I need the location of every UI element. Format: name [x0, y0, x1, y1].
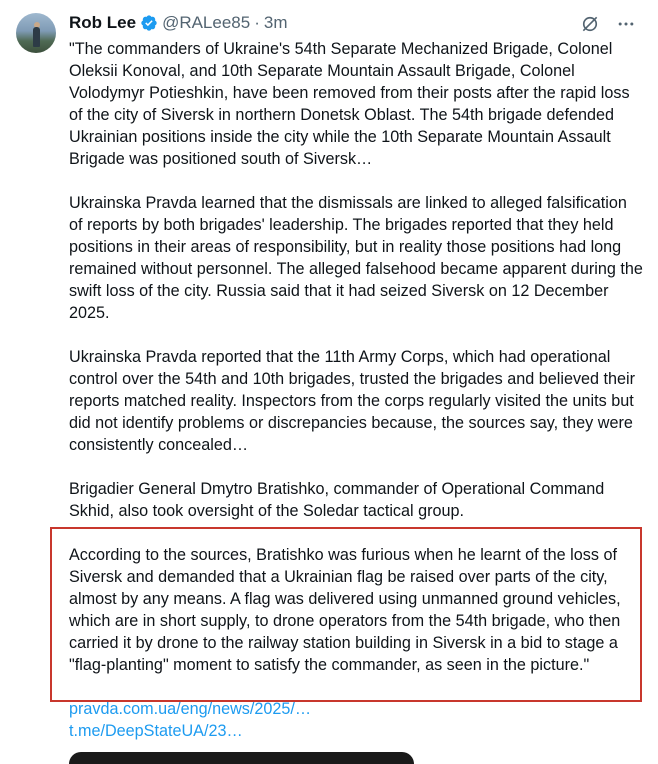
tweet-paragraph: "The commanders of Ukraine's 54th Separate Mechanized Brigade, Colonel Oleksii Konoval, and 10th Separate Mountain Assault Brigade, Colonel Volodymyr Potieshkin, have been removed from their posts after the rapid loss of the city of Siversk in northern Donetsk Oblast. The 54th brigade defended Ukrainian positions inside the city while the 10th Separate Mountain Assault Brigade was positioned south of Siversk…	[69, 40, 630, 168]
verified-badge-icon[interactable]	[140, 14, 158, 32]
tweet-actions-top	[580, 14, 636, 34]
separator-dot: ·	[254, 13, 260, 32]
more-icon[interactable]	[616, 14, 636, 34]
tweet-header	[69, 12, 288, 34]
article-link[interactable]: pravda.com.ua/eng/news/2025/…	[69, 700, 312, 718]
telegram-link[interactable]: t.me/DeepStateUA/23…	[69, 722, 243, 740]
author-handle[interactable]: @RALee85	[162, 13, 251, 32]
highlight-annotation-box	[50, 527, 642, 702]
post-time[interactable]: 3m	[263, 13, 288, 32]
tweet-paragraph: Ukrainska Pravda reported that the 11th Army Corps, which had operational control over the 54th and 10th brigades, trusted the brigades and believed their reports matched reality. Inspectors from the corps regularly visited the units but did not identify problems or discrepancies because, the sources say, they were consistently concealed…	[69, 348, 636, 454]
author-name[interactable]: Rob Lee	[69, 13, 137, 32]
tweet-paragraph: Brigadier General Dmytro Bratishko, commander of Operational Command Skhid, also took oversight of the Soledar tactical group.	[69, 480, 605, 520]
avatar[interactable]	[16, 13, 56, 53]
grok-icon[interactable]	[580, 14, 600, 34]
tweet-paragraph: Ukrainska Pravda learned that the dismissals are linked to alleged falsification of reports by both brigades' leadership. The brigades reported that they held positions in their areas of responsibility, but in reality those positions had long remained without personnel. The alleged falsehood became apparent during the swift loss of the city. Russia said that it had seized Siversk on 12 December 2025.	[69, 194, 643, 322]
tweet-paragraph-highlighted: According to the sources, Bratishko was furious when he learnt of the loss of Siversk and demanded that a Ukrainian flag be raised over parts of the city, almost by any means. A flag was delivered using unmanned ground vehicles, which are in short supply, to drone operators from the 54th brigade, who then carried it by drone to the railway station building in Siversk in a bid to stage a "flag-planting" moment to satisfy the commander, as seen in the picture."	[69, 546, 621, 674]
media-preview[interactable]	[69, 752, 414, 764]
avatar-figure	[33, 27, 40, 47]
